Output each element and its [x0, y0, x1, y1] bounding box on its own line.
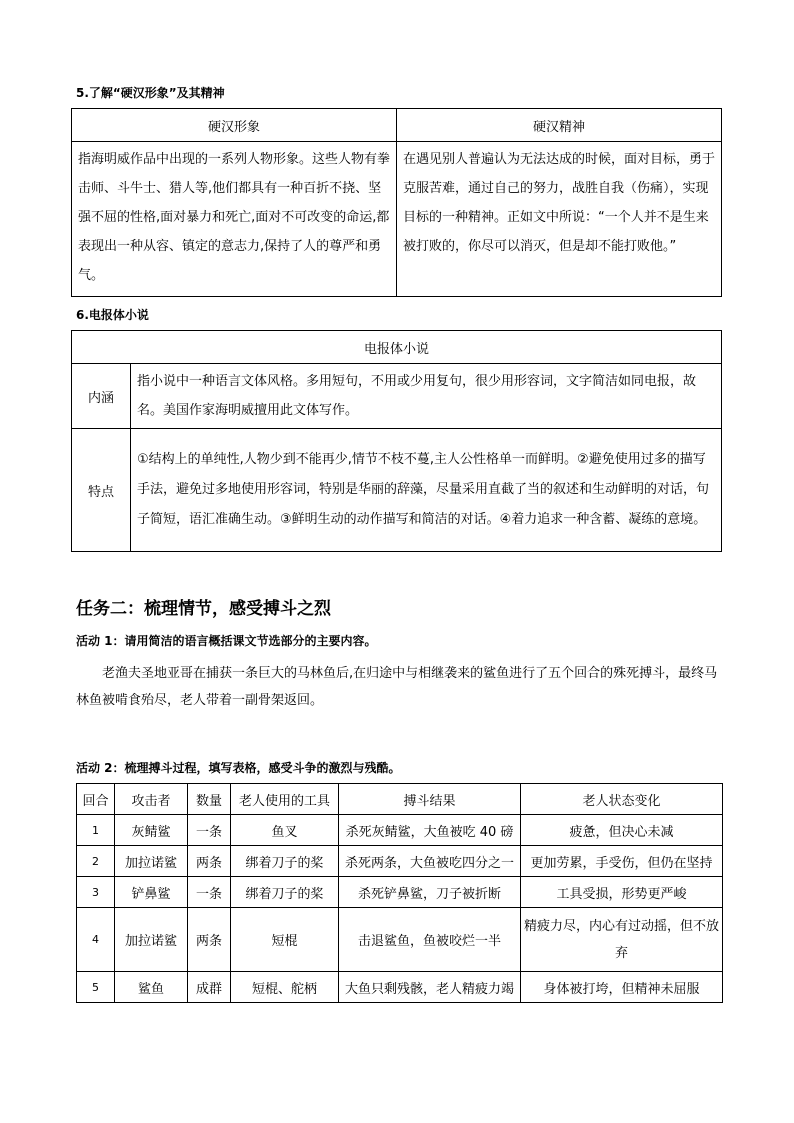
activity2-title: 活动 2：梳理搏斗过程，填写表格，感受斗争的激烈与残酷。	[76, 761, 401, 775]
section5-title: 5.了解“硬汉形象”及其精神	[76, 86, 225, 100]
cell-state: 身体被打垮，但精神未屈服	[521, 972, 723, 1003]
hard-man-table	[71, 108, 722, 297]
activity1-title: 活动 1：请用简洁的语言概括课文节选部分的主要内容。	[76, 634, 377, 648]
cell-count: 两条	[188, 846, 231, 877]
table-row	[77, 972, 723, 1003]
cell-result: 杀死两条，大鱼被吃四分之一	[339, 846, 521, 877]
header-state: 老人状态变化	[521, 784, 723, 815]
header-attacker: 攻击者	[115, 784, 188, 815]
telegraph-novel-table	[71, 330, 722, 552]
cell-round: 2	[77, 846, 115, 877]
connotation-text: 指小说中一种语言文体风格。多用短句，不用或少用复句，很少用形容词，文字简洁如同电报，故名。美国作家海明威擅用此文体写作。	[131, 364, 722, 429]
header-round: 回合	[77, 784, 115, 815]
cell-state: 疲惫，但决心未减	[521, 815, 723, 846]
cell-attacker: 鲨鱼	[115, 972, 188, 1003]
header-tool: 老人使用的工具	[231, 784, 339, 815]
table-row	[77, 877, 723, 908]
connotation-label: 内涵	[72, 364, 131, 429]
cell-round: 3	[77, 877, 115, 908]
hard-man-spirit-text: 在遇见别人普遍认为无法达成的时候，面对目标，勇于克服苦难，通过自己的努力，战胜自我（伤痛），实现目标的一种精神。正如文中所说：“一个人并不是生来被打败的，你尽可以消灭，但是却不能打败他。”	[397, 142, 722, 297]
features-label: 特点	[72, 429, 131, 552]
cell-tool: 绑着刀子的桨	[231, 846, 339, 877]
cell-tool: 绑着刀子的桨	[231, 877, 339, 908]
hard-man-image-header: 硬汉形象	[72, 109, 397, 142]
section6-title: 6.电报体小说	[76, 308, 149, 322]
hard-man-spirit-header: 硬汉精神	[397, 109, 722, 142]
cell-state: 工具受损，形势更严峻	[521, 877, 723, 908]
cell-result: 大鱼只剩残骸，老人精疲力竭	[339, 972, 521, 1003]
cell-attacker: 铲鼻鲨	[115, 877, 188, 908]
fight-process-table	[76, 783, 723, 1003]
cell-round: 1	[77, 815, 115, 846]
header-result: 搏斗结果	[339, 784, 521, 815]
table-header-row	[77, 784, 723, 815]
cell-attacker: 加拉诺鲨	[115, 908, 188, 972]
cell-count: 成群	[188, 972, 231, 1003]
cell-result: 杀死灰鲭鲨，大鱼被吃 40 磅	[339, 815, 521, 846]
cell-state: 精疲力尽，内心有过动摇，但不放弃	[521, 908, 723, 972]
hard-man-image-text: 指海明威作品中出现的一系列人物形象。这些人物有拳击师、斗牛士、猎人等,他们都具有一种百折不挠、坚强不屈的性格,面对暴力和死亡,面对不可改变的命运,都表现出一种从容、镇定的意志力,保持了人的尊严和勇气。	[72, 142, 397, 297]
table-row	[77, 908, 723, 972]
cell-attacker: 加拉诺鲨	[115, 846, 188, 877]
cell-state: 更加劳累，手受伤，但仍在坚持	[521, 846, 723, 877]
cell-round: 5	[77, 972, 115, 1003]
activity1-answer: 老渔夫圣地亚哥在捕获一条巨大的马林鱼后,在归途中与相继袭来的鲨鱼进行了五个回合的殊死搏斗，最终马林鱼被啃食殆尽，老人带着一副骨架返回。	[76, 666, 718, 708]
cell-count: 两条	[188, 908, 231, 972]
table-row	[77, 815, 723, 846]
header-count: 数量	[188, 784, 231, 815]
cell-count: 一条	[188, 877, 231, 908]
telegraph-novel-header: 电报体小说	[72, 331, 722, 364]
table-row	[77, 846, 723, 877]
cell-result: 击退鲨鱼，鱼被咬烂一半	[339, 908, 521, 972]
cell-tool: 短棍	[231, 908, 339, 972]
cell-round: 4	[77, 908, 115, 972]
cell-count: 一条	[188, 815, 231, 846]
cell-tool: 短棍、舵柄	[231, 972, 339, 1003]
cell-tool: 鱼叉	[231, 815, 339, 846]
features-text: ①结构上的单纯性,人物少到不能再少,情节不枝不蔓,主人公性格单一而鲜明。②避免使用过多的描写手法，避免过多地使用形容词，特别是华丽的辞藻，尽量采用直截了当的叙述和生动鲜明的对话，句子简短，语汇准确生动。③鲜明生动的动作描写和简洁的对话。④着力追求一种含蓄、凝练的意境。	[131, 429, 722, 552]
cell-attacker: 灰鲭鲨	[115, 815, 188, 846]
task2-title: 任务二：梳理情节，感受搏斗之烈	[76, 599, 331, 619]
cell-result: 杀死铲鼻鲨，刀子被折断	[339, 877, 521, 908]
